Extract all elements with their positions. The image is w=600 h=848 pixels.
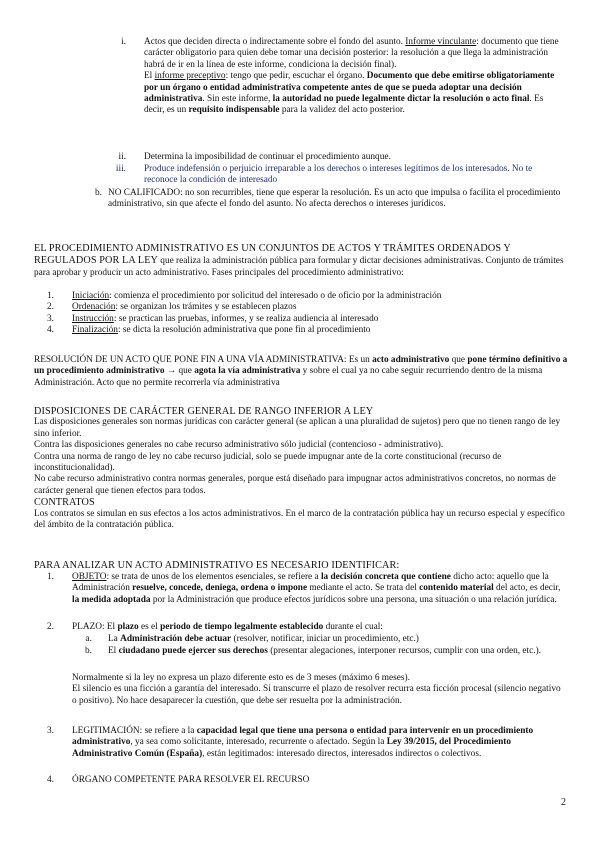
list-marker: i. bbox=[121, 37, 126, 47]
plazo-sub-b: El ciudadano puede ejercer sus derechos (presentar alegaciones, interponer recursos, cumplir con una orden, etc.). bbox=[108, 646, 541, 656]
legitimacion-item: LEGITIMACIÓN: se refiere a la capacidad legal que tiene una persona o entidad para intervenir en un procedimiento administrativo, ya sea como solicitante, interesado, recurrente o afectado. Según la Ley 39/2015, del Procedimiento Administrativo Común (España), están legitimados: interesado directos, interesados indirectos o colectivos. bbox=[72, 726, 534, 759]
roman-item-iii: Produce indefensión o perjuicio irreparable a los derechos o intereses legítimos de los interesados. No te reconoce la condición de interesado bbox=[144, 164, 533, 186]
list-item: 4. Finalización: se dicta la resolución administrativa que pone fin al procedimiento bbox=[47, 325, 371, 336]
page-number: 2 bbox=[561, 797, 566, 808]
phases-list bbox=[34, 291, 568, 337]
roman-item-ii: Determina la imposibilidad de continuar el procedimiento aunque. bbox=[144, 152, 391, 162]
plazo-sub-a: La Administración debe actuar (resolver, notificar, iniciar un procedimiento, etc.) bbox=[108, 634, 419, 644]
procedimiento-section: EL PROCEDIMIENTO ADMINISTRATIVO ES UN CONJUNTOS DE ACTOS Y TRÁMITES ORDENADOS Y REGULADOS POR LA LEY que realiza la administración pública para formular y dictar decisiones administrativas. Conjunto de trámites para aprobar y producir un acto administrativo. Fases principales del procedimiento administrativo: bbox=[34, 243, 564, 278]
organo-item: ÓRGANO COMPETENTE PARA RESOLVER EL RECURSO bbox=[72, 775, 310, 785]
list-item: 3. Instrucción: se practican las pruebas, informes, y se realiza audiencia al interesado bbox=[47, 313, 379, 324]
disposiciones-section: DISPOSICIONES DE CARÁCTER GENERAL DE RANGO INFERIOR A LEY Las disposiciones generales son normas jurídicas con carácter general (se aplican a una pluralidad de sujetos) pero que no tienen rango de ley sino inferior. Contra las disposiciones generales no cabe recurso administrativo sólo judicial (contencioso - administrativo). Contra una norma de rango de ley no cabe recurso judicial, solo se puede impugnar ante de la corte constitucional (recurso de inconstitucionalidad). No cabe recurso administrativo contra normas generales, porque está diseñado para impugnar actos administrativos concretos, no normas de carácter general que tienen efectos para todos. CONTRATOS Los contratos se simulan en sus efectos a los actos administrativos. En el marco de la contratación pública hay un recurso especial y específico del ámbito de la contratación pública. bbox=[34, 406, 568, 531]
list-item: 1. Iniciación: comienza el procedimiento por solicitud del interesado o de oficio por la administración bbox=[47, 291, 442, 301]
list-item: 2. Ordenación: se organizan los trámites y se establecen plazos bbox=[47, 302, 297, 313]
list-marker: b. bbox=[85, 646, 92, 656]
roman-item-i: Actos que deciden directa o indirectamente sobre el fondo del asunto. Informe vinculante: documento que tiene carácter obligatorio para quien debe tomar una decisión posterior: la resolución a que llega la administración habrá de ir en la línea de este informe, condiciona la decisión final). El informe preceptivo: tengo que pedir, escuchar el órgano. Documento que debe emitirse obligatoriamente por un órgano o entidad administrativa competente antes de que se pueda adoptar una decisión administrativa. Sin este informe, la autoridad no puede legalmente dictar la resolución o acto final. Es decir, es un requisito indispensable para la validez del acto posterior. bbox=[144, 37, 559, 116]
list-marker: 1. bbox=[47, 572, 54, 582]
list-marker: 4. bbox=[47, 775, 54, 785]
list-marker: 3. bbox=[47, 726, 54, 736]
list-marker: a. bbox=[85, 634, 92, 644]
resolucion-paragraph: RESOLUCIÓN DE UN ACTO QUE PONE FIN A UNA VÍA ADMINISTRATIVA: Es un acto administrativo que pone término definitivo a un procedimiento administrativo → que agota la vía administrativa y sobre el cual ya no cabe seguir recurriendo dentro de la misma Administración. Acto que no permite recorrerla vía administrativa bbox=[34, 355, 568, 388]
no-calificado-item: NO CALIFICADO: no son recurribles, tiene que esperar la resolución. Es un acto que impulsa o facilita el procedimiento administrativo, sin que afecte el fondo del asunto. No afecta derechos o intereses jurídicos. bbox=[108, 188, 561, 210]
section-heading: CONTRATOS bbox=[34, 497, 95, 509]
analizar-heading: PARA ANALIZAR UN ACTO ADMINISTRATIVO ES NECESARIO IDENTIFICAR: bbox=[34, 560, 400, 571]
list-marker: iii. bbox=[115, 164, 126, 174]
section-heading: DISPOSICIONES DE CARÁCTER GENERAL DE RANGO INFERIOR A LEY bbox=[34, 406, 374, 417]
objeto-item: OBJETO: se trata de unos de los elementos esenciales, se refiere a la decisión concreta que contiene dicho acto: aquello que la Administración resuelve, concede, deniega, ordena o impone mediante el acto. Se trata del contenido material del acto, es decir, la medida adoptada por la Administración que produce efectos jurídicos sobre una persona, una situación o una relación jurídica. bbox=[72, 572, 561, 605]
list-marker: ii. bbox=[118, 152, 126, 162]
list-marker: 2. bbox=[47, 622, 54, 632]
list-marker: b. bbox=[95, 188, 102, 198]
plazo-item: PLAZO: El plazo es el periodo de tiempo legalmente establecido durante el cual: bbox=[72, 622, 383, 632]
plazo-notes: Normalmente si la ley no expresa un plazo diferente esto es de 3 meses (máximo 6 meses). El silencio es una ficción a garantía del interesado. Si transcurre el plazo de resolver recurra esta ficción procesal (silencio negativo o positivo). No hace desaparecer la cuestión, que debe ser resuelta por la administración. bbox=[72, 673, 561, 706]
